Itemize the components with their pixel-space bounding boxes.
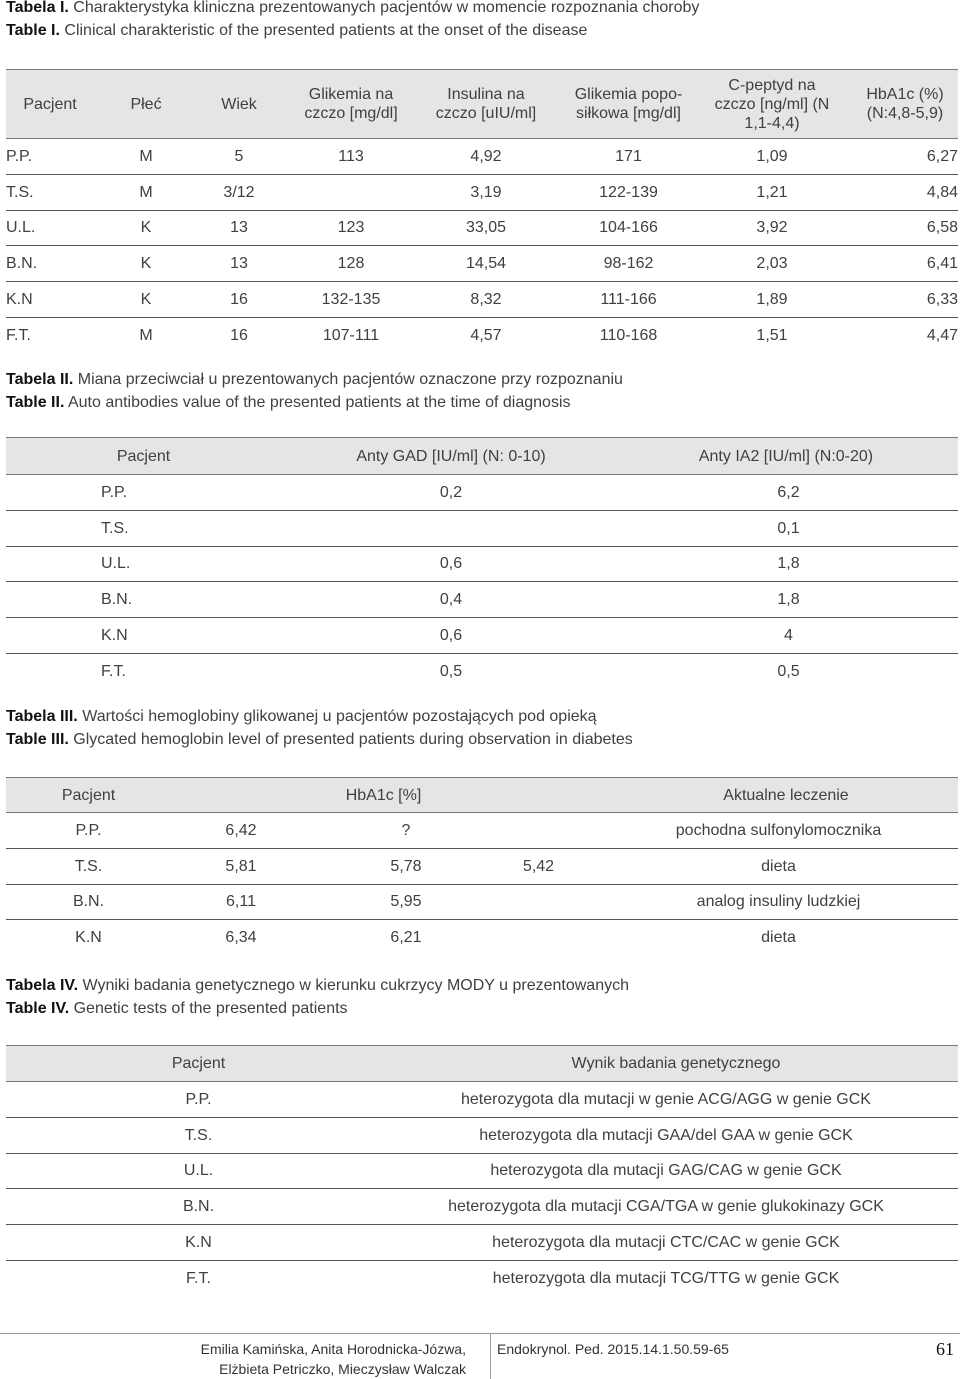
t4-cell: heterozygota dla mutacji GAA/del GAA w genie GCK	[479, 1126, 853, 1144]
t1-h-plec: Płeć	[130, 95, 162, 113]
t1-cell: 110-168	[599, 326, 658, 344]
t1-cell: 13	[230, 219, 248, 237]
t1-cell: 1,21	[756, 183, 788, 201]
t2-cell: 0,1	[777, 519, 800, 537]
t1-cell: K	[140, 219, 152, 237]
t2-cell: 1,8	[777, 555, 800, 573]
t1-cell: 3,92	[756, 219, 788, 237]
t1-row	[6, 318, 958, 353]
t3-h-leczenie: Aktualne leczenie	[723, 786, 849, 804]
t1-cell: 1,51	[756, 326, 788, 344]
t3-cell: K.N	[75, 929, 102, 947]
t1-cell: T.S.	[6, 183, 34, 201]
t1-cell: 4,57	[470, 326, 502, 344]
t4-cell: T.S.	[184, 1126, 213, 1144]
t3-cell: 6,11	[226, 893, 256, 911]
t2-cell: 0,6	[439, 627, 463, 645]
t1-cell: 128	[337, 255, 365, 273]
t1-cell: 98-162	[603, 255, 654, 273]
t1-cell: 1,09	[756, 147, 788, 165]
footer-rule	[0, 1333, 960, 1334]
t2-cell: 1,8	[777, 591, 800, 609]
t1-cell: 13	[230, 255, 248, 273]
t1-row	[6, 282, 958, 318]
t2-cell: 0,5	[777, 662, 800, 680]
table4-caption-pl: Tabela IV. Wyniki badania genetycznego w kierunku cukrzycy MODY u prezentowanych	[6, 977, 629, 994]
t4-cell: heterozygota dla mutacji CTC/CAC w genie GCK	[492, 1234, 840, 1252]
t1-cell: 113	[338, 147, 364, 165]
t2-cell: 0,2	[439, 483, 463, 501]
t3-cell	[491, 920, 586, 955]
t2-row	[6, 618, 958, 654]
footer-authors-line1: Emilia Kamińska, Anita Horodnicka-Józwa,	[200, 1341, 466, 1357]
t2-cell: B.N.	[101, 591, 133, 609]
t1-cell: 122-139	[599, 183, 658, 201]
t4-cell: K.N	[185, 1234, 212, 1252]
t2-row	[6, 475, 958, 511]
t2-cell: P.P.	[101, 483, 128, 501]
t1-cell: 3,19	[470, 183, 502, 201]
t1-cell: 4,47	[926, 326, 958, 344]
t1-cell: 6,33	[926, 291, 958, 309]
t4-row	[6, 1261, 958, 1296]
t1-row	[6, 175, 958, 211]
t3-cell	[491, 813, 586, 848]
t1-cell: 8,32	[470, 291, 502, 309]
footer-journal: Endokrynol. Ped. 2015.14.1.50.59-65	[497, 1341, 729, 1357]
t3-cell: ?	[401, 821, 411, 839]
t4-row	[6, 1189, 958, 1225]
t1-cell: 111-166	[600, 291, 657, 309]
table1-caption-pl: Tabela I. Charakterystyka kliniczna prezentowanych pacjentów w momencie rozpoznania choroby	[6, 0, 700, 16]
t2-row	[6, 547, 958, 583]
t2-cell: 0,6	[439, 555, 463, 573]
t3-cell: T.S.	[74, 857, 103, 875]
t2-cell: 0,4	[439, 591, 463, 609]
t2-row	[6, 511, 958, 547]
t1-cell: 5	[234, 147, 244, 165]
t1-cell: 171	[615, 147, 642, 165]
t2-h-pacjent: Pacjent	[116, 447, 171, 465]
t1-cell: 6,41	[926, 255, 958, 273]
t1-cell: 3/12	[223, 183, 255, 201]
footer-authors-line2: Elżbieta Petriczko, Mieczysław Walczak	[219, 1361, 466, 1377]
t3-cell	[491, 885, 586, 920]
t3-cell: dieta	[761, 929, 796, 947]
t1-cell: F.T.	[6, 326, 31, 344]
t3-cell: 5,42	[522, 857, 555, 875]
t3-cell: 5,78	[390, 857, 422, 875]
table2-caption-en: Table II. Auto antibodies value of the presented patients at the time of diagnosis	[6, 394, 571, 411]
table2-header	[6, 437, 958, 475]
t1-cell: M	[139, 326, 153, 344]
t3-cell: 5,95	[390, 893, 422, 911]
table4	[6, 1045, 958, 1296]
t2-cell	[386, 511, 516, 546]
t3-row	[6, 885, 958, 921]
t4-row	[6, 1082, 958, 1118]
t4-row	[6, 1118, 958, 1154]
t1-row	[6, 139, 958, 175]
t1-h-glikemia-po: Glikemia popo- siłkowa [mg/dl]	[574, 86, 683, 122]
t1-h-wiek: Wiek	[221, 95, 257, 113]
t4-cell: U.L.	[183, 1162, 214, 1180]
t1-cell: B.N.	[6, 255, 38, 273]
table3	[6, 777, 958, 955]
t4-row	[6, 1154, 958, 1190]
footer-divider	[490, 1334, 491, 1379]
t3-cell: 5,81	[225, 857, 257, 875]
t1-cell	[286, 175, 416, 210]
t1-h-insulina: Insulina na czczo [uIU/ml]	[435, 86, 537, 122]
t1-h-cpeptyd: C-peptyd na czczo [ng/ml] (N 1,1-4,4)	[714, 76, 830, 132]
t1-cell: 2,03	[756, 255, 788, 273]
table3-caption-en: Table III. Glycated hemoglobin level of presented patients during observation in diabetes	[6, 731, 633, 748]
t1-cell: P.P.	[6, 147, 33, 165]
t1-cell: 33,05	[465, 219, 507, 237]
t2-cell: U.L.	[101, 555, 131, 573]
t1-cell: U.L.	[6, 219, 36, 237]
table1	[6, 69, 958, 353]
table2	[6, 437, 958, 689]
t4-h-pacjent: Pacjent	[171, 1055, 226, 1072]
page-number: 61	[936, 1339, 954, 1359]
t2-cell: T.S.	[101, 519, 129, 537]
footer-authors	[201, 1339, 466, 1379]
t1-cell: 132-135	[321, 291, 381, 309]
t1-cell: 6,27	[926, 147, 958, 165]
t1-cell: K.N	[6, 291, 33, 309]
t1-cell: 6,58	[926, 219, 958, 237]
table1-caption-en: Table I. Clinical charakteristic of the presented patients at the onset of the disease	[6, 22, 588, 39]
t1-cell: 16	[230, 326, 248, 344]
table2-caption-pl: Tabela II. Miana przeciwciał u prezentowanych pacjentów oznaczone przy rozpoznaniu	[6, 371, 623, 388]
t2-h-ia2: Anty IA2 [IU/ml] (N:0-20)	[698, 447, 874, 465]
t1-cell: 104-166	[599, 219, 658, 237]
t2-cell: 0,5	[439, 662, 463, 680]
t1-cell: K	[140, 291, 152, 309]
table3-header	[6, 777, 958, 813]
t3-cell: pochodna sulfonylomocznika	[675, 821, 882, 839]
t3-cell: B.N.	[72, 893, 105, 911]
t2-cell: 6,2	[777, 483, 800, 501]
t1-h-hba1c: HbA1c (%) (N:4,8-5,9)	[866, 86, 944, 122]
t1-cell: 16	[230, 291, 248, 309]
t3-cell: analog insuliny ludzkiej	[696, 893, 861, 911]
t1-cell: M	[139, 183, 153, 201]
t3-row	[6, 849, 958, 885]
t1-cell: 4,92	[470, 147, 502, 165]
t1-cell: K	[140, 255, 152, 273]
t3-cell: 6,21	[390, 929, 422, 947]
table4-header	[6, 1045, 958, 1082]
t1-cell: 123	[337, 219, 365, 237]
t3-cell: P.P.	[75, 821, 102, 839]
t4-cell: B.N.	[182, 1198, 215, 1216]
t2-cell: 4	[784, 627, 793, 645]
t1-h-glikemia: Glikemia na czczo [mg/dl]	[304, 86, 398, 122]
t3-h-pacjent: Pacjent	[61, 786, 116, 804]
t3-row	[6, 813, 958, 849]
table4-caption-en: Table IV. Genetic tests of the presented patients	[6, 1000, 348, 1017]
t4-cell: F.T.	[186, 1269, 211, 1287]
t3-cell: dieta	[761, 857, 796, 875]
t4-cell: heterozygota dla mutacji TCG/TTG w genie GCK	[492, 1269, 840, 1287]
t1-h-pacjent: Pacjent	[23, 95, 77, 113]
t3-row	[6, 920, 958, 955]
t1-row	[6, 246, 958, 282]
t4-cell: heterozygota dla mutacji GAG/CAG w genie GCK	[490, 1162, 842, 1180]
t3-cell: 6,34	[225, 929, 257, 947]
t4-cell: heterozygota dla mutacji CGA/TGA w genie glukokinazy GCK	[448, 1198, 884, 1216]
t3-cell: 6,42	[225, 821, 257, 839]
t2-cell: K.N	[101, 627, 128, 645]
table1-header	[6, 69, 958, 139]
t2-cell: F.T.	[101, 662, 126, 680]
t2-row	[6, 582, 958, 618]
t1-cell: 14,54	[465, 255, 507, 273]
t1-cell: 1,89	[756, 291, 788, 309]
table3-caption-pl: Tabela III. Wartości hemoglobiny glikowanej u pacjentów pozostających pod opieką	[6, 708, 597, 725]
t4-h-wynik: Wynik badania genetycznego	[571, 1055, 781, 1072]
t1-row	[6, 211, 958, 247]
t4-row	[6, 1225, 958, 1261]
t1-cell: 107-111	[322, 326, 380, 344]
t1-cell: M	[139, 147, 153, 165]
t2-h-gad: Anty GAD [IU/ml] (N: 0-10)	[356, 447, 546, 465]
t2-row	[6, 654, 958, 689]
t4-cell: heterozygota dla mutacji w genie ACG/AGG w genie GCK	[461, 1090, 871, 1108]
t1-cell: 4,84	[926, 183, 958, 201]
t3-h-hba1c: HbA1c [%]	[345, 786, 422, 804]
t4-cell: P.P.	[185, 1090, 212, 1108]
